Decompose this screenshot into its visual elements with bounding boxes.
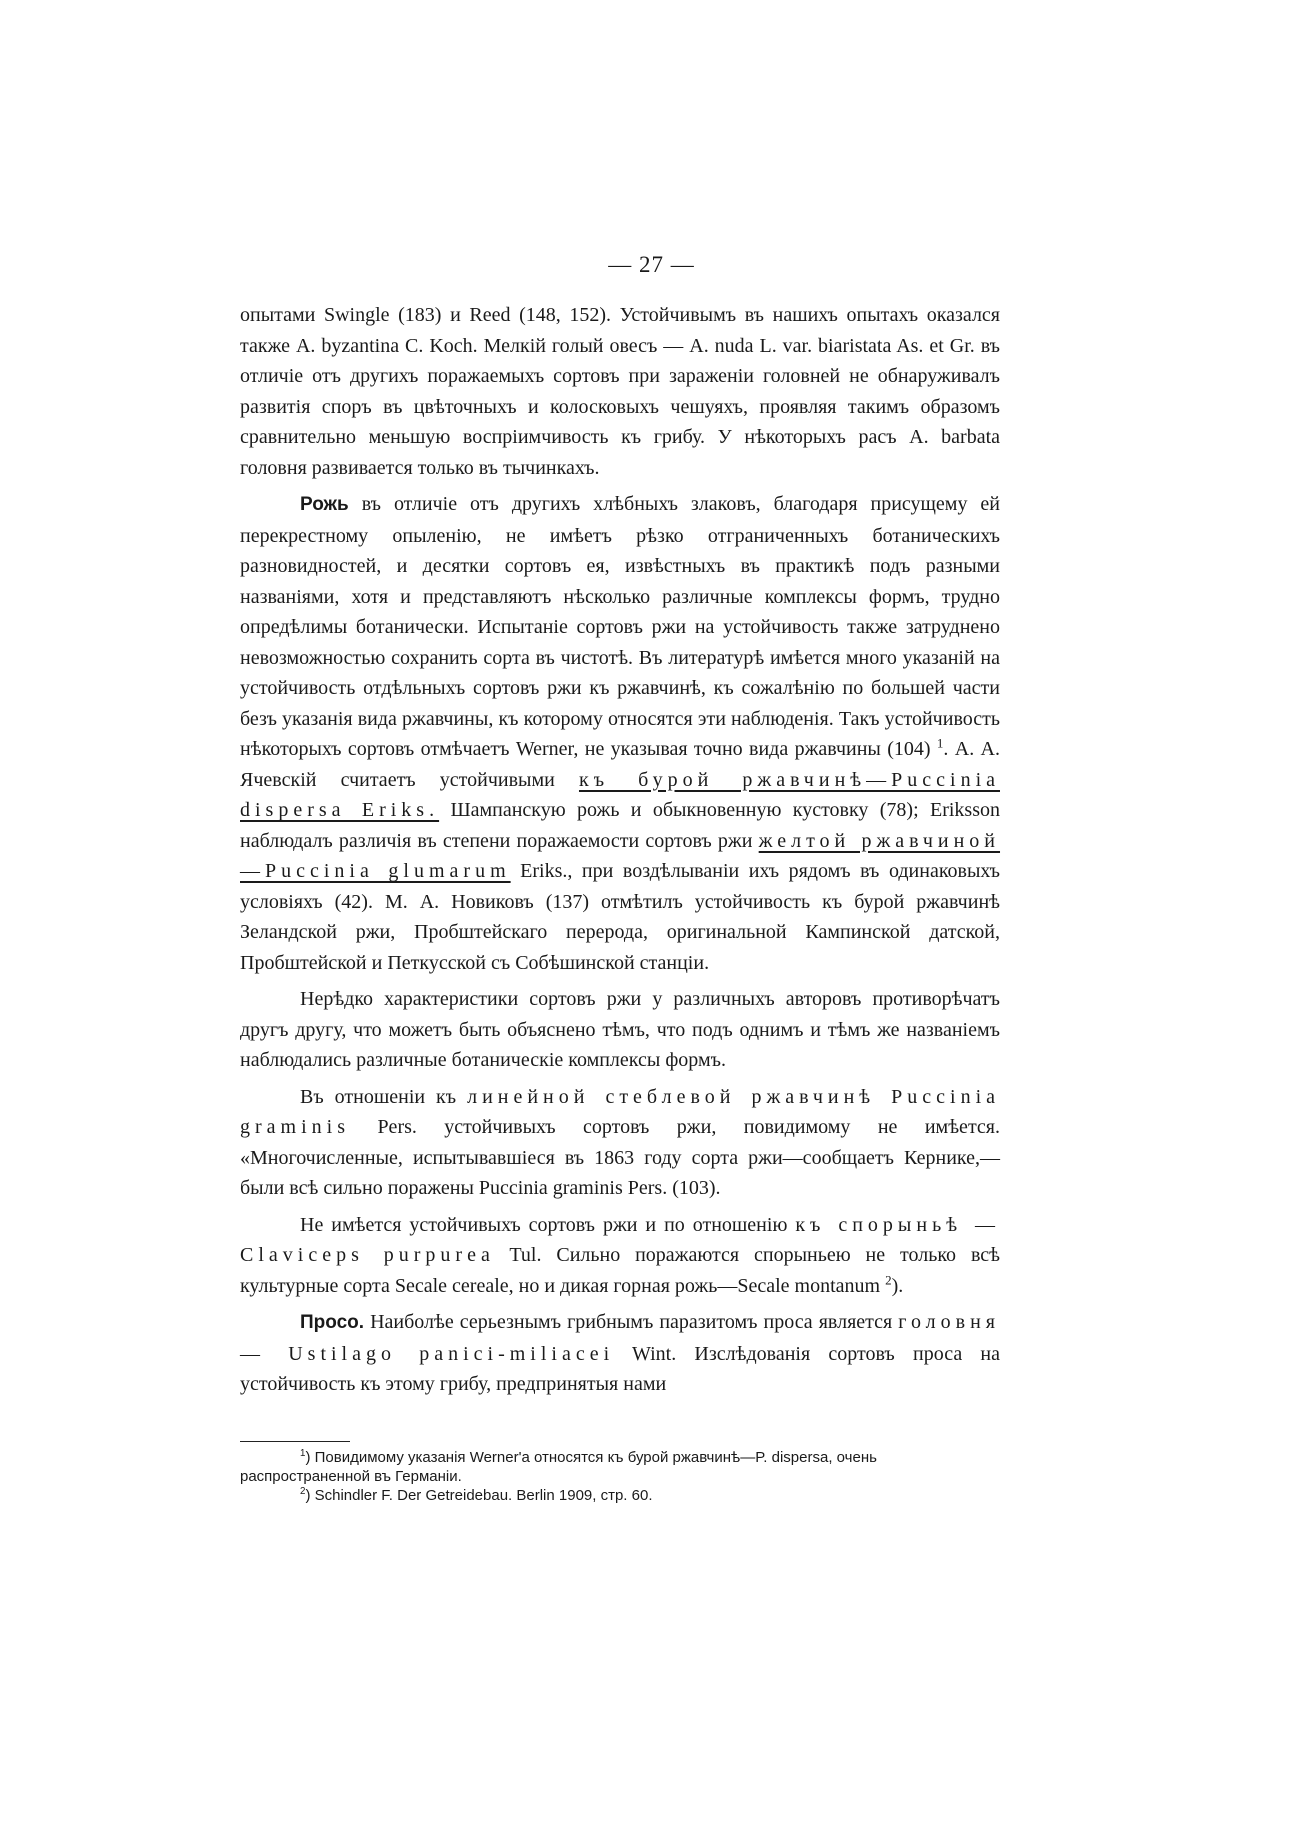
para5-spaced-1: къ спорыньѣ — Claviceps purpurea [240,1213,1001,1266]
footnote-ref-2: 2 [885,1271,892,1287]
para4-spaced-1: линейной стеблевой ржавчинѣ Puccinia graminis [240,1085,1000,1138]
millet-text-2: Wint. Изслѣдованія сортовъ проса на устойчивость къ этому грибу, предпринятыя нами [240,1342,1000,1395]
para5-text-2: Tul. Сильно поражаются спорыньею не только всѣ культурные сорта Secale cereale, но и дикая горная рожь—Secale montanum [240,1244,1001,1297]
rye-text-3: Шампанскую рожь и обыкновенную кустовку (78); Eriksson наблюдалъ различія въ степени поражаемости сортовъ ржи [240,799,1000,852]
rye-text-2: . А. А. Ячевскій считаетъ устойчивыми [240,738,1000,791]
footnote-mark-2: 2 [300,1486,306,1497]
paragraph-graminis [240,1082,1000,1204]
paragraph-contradictions: Нерѣдко характеристики сортовъ ржи у различныхъ авторовъ противорѣчатъ другъ другу, что можетъ быть объяснено тѣмъ, что подъ однимъ и тѣмъ же названіемъ наблюдались различные ботаническіе комплексы формъ. [240,988,1000,1071]
millet-spaced-1: головня — Ustilago panici-miliacei [240,1311,1001,1365]
section-heading-rye: Рожь [300,494,349,515]
footnote-ref-1: 1 [936,735,944,751]
rye-spaced-2: желтой ржавчиной—Puccinia glumarum [240,829,1001,882]
rye-text-4: Eriks., при воздѣлываніи ихъ рядомъ въ одинаковыхъ условіяхъ (42). М. А. Новиковъ (137) отмѣтилъ устойчивость къ бурой ржавчинѣ Зеландской ржи, Пробштейскаго перерода, оригинальной Кампинской датской, Пробштейской и Петкусской съ Собѣшинской станціи. [240,860,1000,974]
footnote-mark-1: 1 [300,1448,306,1459]
footnotes [240,1448,1000,1505]
para4-text-2: Pers. устойчивыхъ сортовъ ржи, повидимому не имѣется. «Многочисленные, испытывавшіеся въ 1863 году сорта ржи—сообщаетъ Кернике,—были всѣ сильно поражены Puccinia graminis Pers. (103). [240,1116,1000,1199]
paragraph-rye [240,489,1000,978]
footnote-2 [240,1486,1000,1505]
footnote-text-2: ) Schindler F. Der Getreidebau. Berlin 1909, стр. 60. [305,1487,653,1504]
rye-text-1: въ отличіе отъ другихъ хлѣбныхъ злаковъ, благодаря присущему ей перекрестному опыленію, не имѣетъ рѣзко отграниченныхъ ботаническихъ разновидностей, и десятки сортовъ ея, извѣстныхъ въ практикѣ подъ разными названіями, хотя и представляютъ нѣсколько различные комплексы формъ, трудно опредѣлимы ботанически. Испытаніе сортовъ ржи на устойчивость также затруднено невозможностью сохранить сорта въ чистотѣ. Въ литературѣ имѣется много указаній на устойчивость отдѣльныхъ сортовъ ржи къ ржавчинѣ, къ сожалѣнію по большей части безъ указанія вида ржавчины, къ которому относятся эти наблюденія. Такъ устойчивость нѣкоторыхъ сортовъ отмѣчаетъ Werner, не указывая точно вида ржавчины (104) [240,493,1000,760]
section-heading-millet: Просо. [300,1312,365,1333]
millet-text-1: Наиболѣе серьезнымъ грибнымъ паразитомъ проса является [370,1311,893,1333]
para5-text-3: ). [891,1274,904,1297]
paragraph-oats: опытами Swingle (183) и Reed (148, 152). Устойчивымъ въ нашихъ опытахъ оказался также A. byzantina C. Koch. Мелкій голый овесъ — A. nuda L. var. biaristata As. et Gr. въ отличіе отъ другихъ поражаемыхъ сортовъ при зараженіи головней не обнаруживалъ развитія споръ въ цвѣточныхъ и колосковыхъ чешуяхъ, проявляя такимъ образомъ сравнительно меньшую воспріимчивость къ грибу. У нѣкоторыхъ расъ A. barbata головня развивается только въ тычинкахъ. [240,304,1000,479]
footnote-1 [240,1448,1000,1486]
page-number: — 27 — [608,252,695,277]
paragraph-millet [240,1307,1000,1400]
paragraph-ergot [240,1210,1000,1302]
footnote-text-1: ) Повидимому указанія Werner'a относятся къ бурой ржавчинѣ—P. dispersa, очень распространенной въ Германіи. [240,1449,877,1485]
body-text [240,300,1000,1406]
footnote-rule [240,1441,350,1442]
para5-text-1: Не имѣется устойчивыхъ сортовъ ржи и по отношенію [300,1213,788,1236]
para4-text-1: Въ отношеніи къ [300,1085,457,1108]
rye-spaced-1: къ бурой ржавчинѣ—Puccinia dispersa Eriks. [240,768,1000,821]
